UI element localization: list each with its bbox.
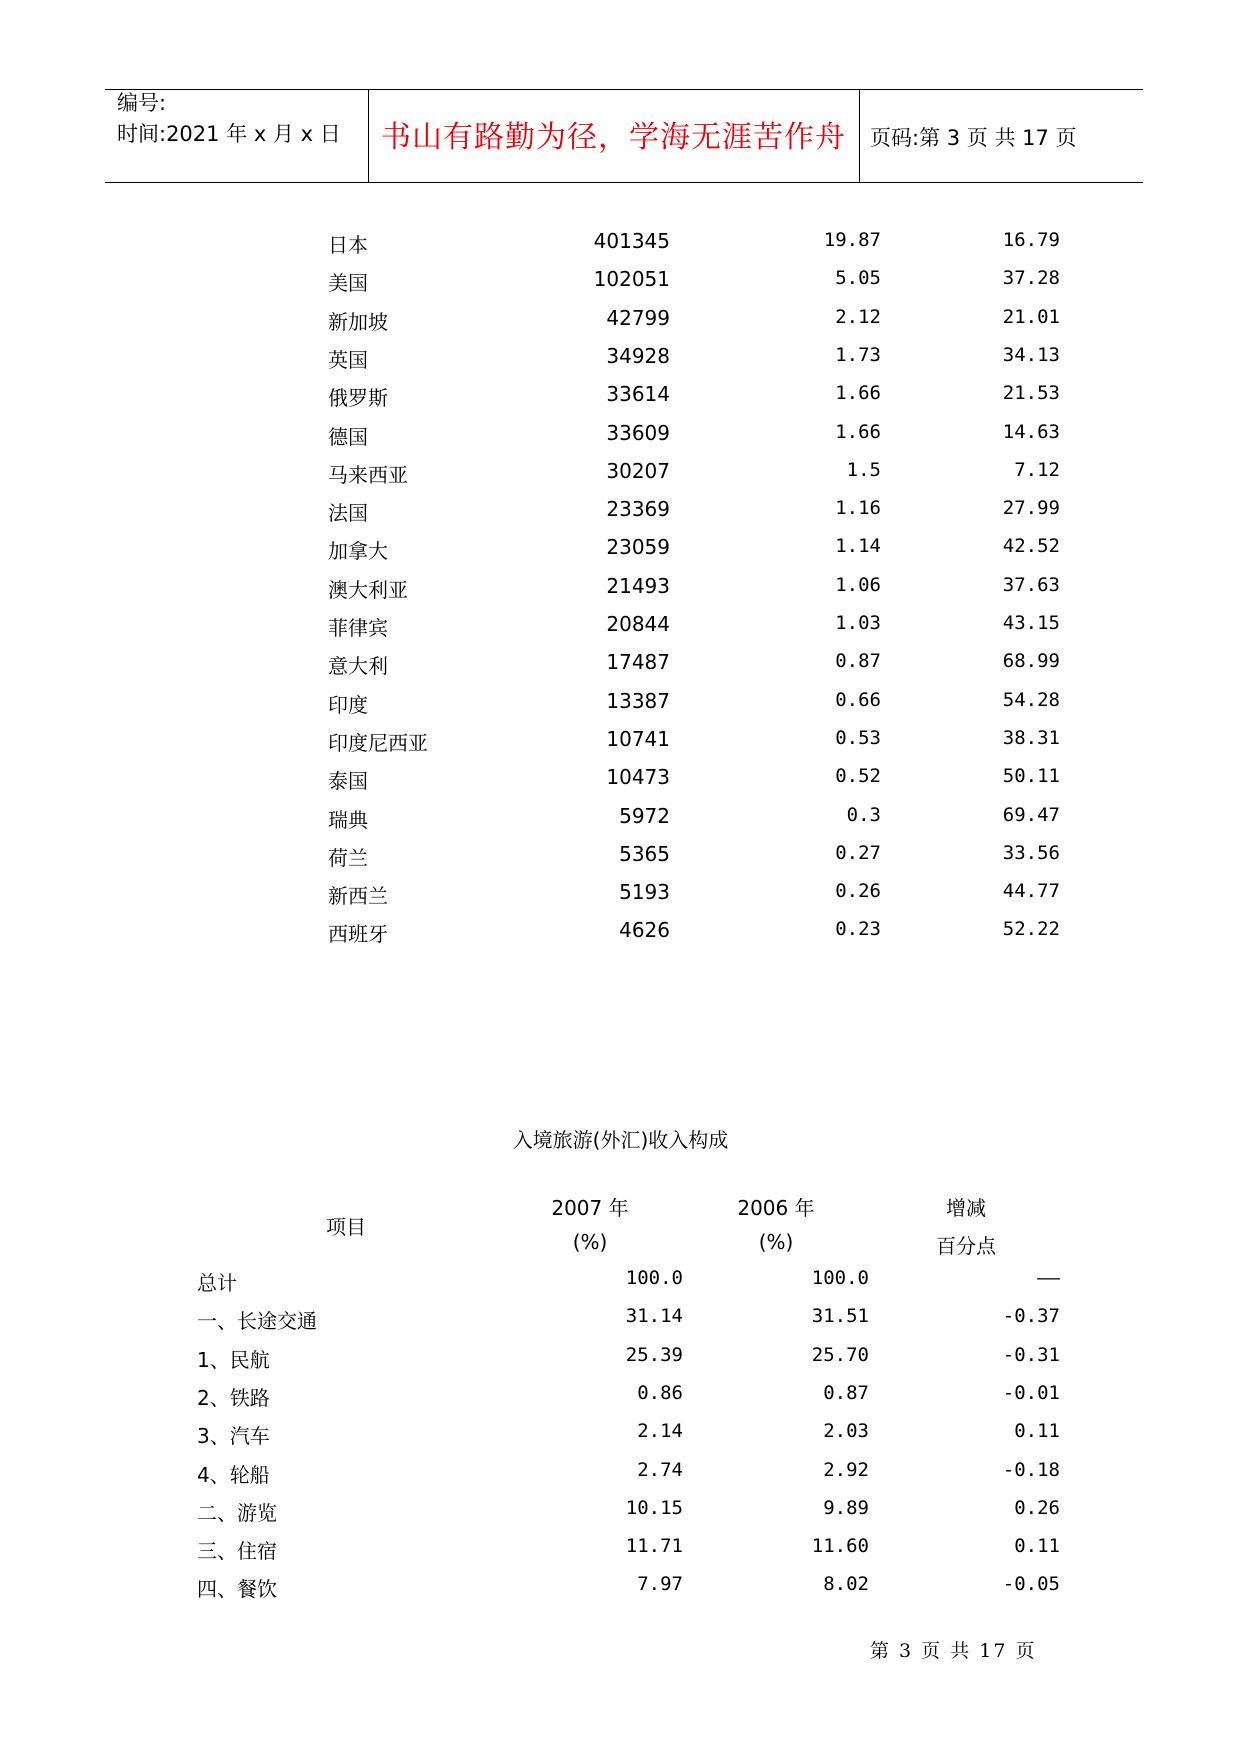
country-name: 英国 bbox=[328, 347, 368, 372]
share-value: 0.27 bbox=[835, 841, 881, 864]
country-name: 德国 bbox=[328, 424, 368, 449]
item-name: 2、铁路 bbox=[197, 1385, 270, 1410]
number-label: 编号: bbox=[117, 91, 167, 115]
visitors-value: 5972 bbox=[619, 803, 670, 828]
country-name: 加拿大 bbox=[328, 539, 388, 564]
growth-value: 37.63 bbox=[1002, 573, 1060, 596]
value-2006: 2.03 bbox=[823, 1420, 869, 1443]
change-value: -0.18 bbox=[1002, 1458, 1060, 1481]
table-row bbox=[0, 842, 1241, 880]
value-2007: 31.14 bbox=[625, 1305, 683, 1328]
header-meta bbox=[117, 88, 341, 150]
header-change: 增减 bbox=[946, 1196, 986, 1220]
time-label: 时间:2021 年 x 月 x 日 bbox=[117, 122, 341, 146]
header-item: 项目 bbox=[326, 1215, 366, 1239]
change-value: -0.01 bbox=[1002, 1381, 1060, 1404]
table-row bbox=[0, 1573, 1241, 1611]
value-2007: 25.39 bbox=[625, 1343, 683, 1366]
table-row bbox=[0, 535, 1241, 573]
country-name: 瑞典 bbox=[328, 807, 368, 832]
table-row bbox=[0, 1420, 1241, 1458]
country-name: 日本 bbox=[328, 233, 368, 257]
header-2007-unit: (%) bbox=[572, 1230, 608, 1254]
footer-page-number: 第 3 页 共 17 页 bbox=[870, 1640, 1037, 1662]
header-page-label: 页码:第 3 页 共 17 页 bbox=[870, 126, 1077, 150]
value-2006: 0.87 bbox=[823, 1381, 869, 1404]
country-name: 美国 bbox=[328, 271, 368, 296]
growth-value: 27.99 bbox=[1002, 497, 1060, 520]
visitors-value: 20844 bbox=[606, 612, 670, 636]
visitors-value: 34928 bbox=[606, 343, 670, 368]
header-2007: 2007 年 bbox=[551, 1196, 629, 1220]
country-name: 新加坡 bbox=[328, 309, 388, 334]
value-2007: 10.15 bbox=[625, 1496, 683, 1519]
share-value: 0.52 bbox=[835, 765, 881, 788]
share-value: 0.26 bbox=[835, 880, 881, 903]
value-2006: 31.51 bbox=[811, 1305, 869, 1328]
table-row bbox=[0, 727, 1241, 765]
growth-value: 21.53 bbox=[1002, 382, 1060, 405]
growth-value: 16.79 bbox=[1002, 229, 1060, 251]
share-value: 1.03 bbox=[835, 612, 881, 634]
share-value: 0.23 bbox=[835, 918, 881, 941]
visitors-value: 33614 bbox=[606, 382, 670, 407]
growth-value: 44.77 bbox=[1002, 880, 1060, 903]
table-row bbox=[0, 1344, 1241, 1382]
table-row bbox=[0, 382, 1241, 420]
value-2006: 11.60 bbox=[811, 1535, 869, 1558]
header-2006-unit: (%) bbox=[758, 1230, 794, 1254]
header-bottom-rule bbox=[105, 182, 1143, 183]
share-value: 19.87 bbox=[823, 229, 881, 251]
table-row bbox=[0, 344, 1241, 382]
change-value: 0.11 bbox=[1014, 1420, 1060, 1443]
share-value: 1.14 bbox=[835, 535, 881, 558]
item-name: 4、轮船 bbox=[197, 1462, 270, 1487]
header-2006: 2006 年 bbox=[737, 1196, 815, 1220]
table-row bbox=[0, 918, 1241, 956]
visitors-value: 42799 bbox=[606, 305, 670, 330]
visitors-value: 401345 bbox=[593, 229, 670, 253]
table-row bbox=[0, 1267, 1241, 1305]
share-value: 0.66 bbox=[835, 688, 881, 711]
share-value: 0.87 bbox=[835, 650, 881, 673]
header-divider-right bbox=[859, 89, 860, 183]
table-row bbox=[0, 497, 1241, 535]
change-value: -0.31 bbox=[1002, 1343, 1060, 1366]
table-row bbox=[0, 459, 1241, 497]
item-name: 四、餐饮 bbox=[197, 1577, 277, 1602]
item-name: 1、民航 bbox=[197, 1347, 270, 1372]
share-value: 1.66 bbox=[835, 382, 881, 405]
growth-value: 21.01 bbox=[1002, 305, 1060, 328]
value-2006: 25.70 bbox=[811, 1343, 869, 1366]
country-name: 俄罗斯 bbox=[328, 386, 388, 411]
value-2007: 11.71 bbox=[625, 1535, 683, 1558]
growth-value: 68.99 bbox=[1002, 650, 1060, 673]
share-value: 1.16 bbox=[835, 497, 881, 520]
visitors-value: 23369 bbox=[606, 497, 670, 522]
visitors-value: 5365 bbox=[619, 841, 670, 866]
country-name: 新西兰 bbox=[328, 884, 388, 909]
country-name: 马来西亚 bbox=[328, 462, 408, 487]
country-name: 荷兰 bbox=[328, 845, 368, 870]
visitors-value: 17487 bbox=[606, 650, 670, 675]
item-name: 总计 bbox=[197, 1271, 237, 1295]
table-row bbox=[0, 229, 1241, 267]
growth-value: 34.13 bbox=[1002, 343, 1060, 366]
table-row bbox=[0, 1305, 1241, 1343]
table-row bbox=[0, 765, 1241, 803]
visitors-value: 23059 bbox=[606, 535, 670, 560]
table-row bbox=[0, 804, 1241, 842]
visitors-value: 5193 bbox=[619, 880, 670, 905]
table-row bbox=[0, 1459, 1241, 1497]
change-value: 0.11 bbox=[1014, 1535, 1060, 1558]
visitors-value: 10741 bbox=[606, 726, 670, 751]
growth-value: 69.47 bbox=[1002, 803, 1060, 826]
visitors-value: 10473 bbox=[606, 765, 670, 790]
visitors-value: 4626 bbox=[619, 918, 670, 943]
visitors-value: 21493 bbox=[606, 573, 670, 598]
table-row bbox=[0, 689, 1241, 727]
value-2006: 2.92 bbox=[823, 1458, 869, 1481]
value-2006: 100.0 bbox=[811, 1267, 869, 1289]
share-value: 1.73 bbox=[835, 343, 881, 366]
income-table-title: 入境旅游(外汇)收入构成 bbox=[512, 1128, 729, 1152]
share-value: 0.53 bbox=[835, 726, 881, 749]
value-2007: 2.14 bbox=[637, 1420, 683, 1443]
share-value: 1.06 bbox=[835, 573, 881, 596]
header-change-unit: 百分点 bbox=[936, 1234, 996, 1258]
country-name: 菲律宾 bbox=[328, 616, 388, 640]
share-value: 1.66 bbox=[835, 420, 881, 443]
table-row bbox=[0, 421, 1241, 459]
table-row bbox=[0, 267, 1241, 305]
country-name: 印度尼西亚 bbox=[328, 730, 428, 755]
table-row bbox=[0, 1535, 1241, 1573]
share-value: 0.3 bbox=[846, 803, 881, 826]
country-name: 印度 bbox=[328, 692, 368, 717]
value-2007: 0.86 bbox=[637, 1381, 683, 1404]
table-row bbox=[0, 1497, 1241, 1535]
share-value: 5.05 bbox=[835, 267, 881, 290]
growth-value: 7.12 bbox=[1014, 458, 1060, 481]
table-row bbox=[0, 574, 1241, 612]
country-name: 澳大利亚 bbox=[328, 577, 408, 602]
change-value: -0.37 bbox=[1002, 1305, 1060, 1328]
growth-value: 33.56 bbox=[1002, 841, 1060, 864]
share-value: 1.5 bbox=[846, 458, 881, 481]
change-value: 0.26 bbox=[1014, 1496, 1060, 1519]
table-row bbox=[0, 306, 1241, 344]
visitors-value: 30207 bbox=[606, 458, 670, 483]
visitors-value: 13387 bbox=[606, 688, 670, 713]
table-row bbox=[0, 1382, 1241, 1420]
table-row bbox=[0, 612, 1241, 650]
item-name: 一、长途交通 bbox=[197, 1309, 317, 1334]
table-row bbox=[0, 880, 1241, 918]
growth-value: 14.63 bbox=[1002, 420, 1060, 443]
item-name: 3、汽车 bbox=[197, 1424, 270, 1449]
growth-value: 50.11 bbox=[1002, 765, 1060, 788]
growth-value: 38.31 bbox=[1002, 726, 1060, 749]
country-name: 西班牙 bbox=[328, 922, 388, 947]
value-2006: 8.02 bbox=[823, 1573, 869, 1596]
growth-value: 52.22 bbox=[1002, 918, 1060, 941]
growth-value: 42.52 bbox=[1002, 535, 1060, 558]
growth-value: 54.28 bbox=[1002, 688, 1060, 711]
growth-value: 37.28 bbox=[1002, 267, 1060, 290]
header-motto: 书山有路勤为径，学海无涯苦作舟 bbox=[381, 120, 846, 155]
share-value: 2.12 bbox=[835, 305, 881, 328]
country-name: 法国 bbox=[328, 501, 368, 526]
value-2007: 100.0 bbox=[625, 1267, 683, 1289]
table-row bbox=[0, 650, 1241, 688]
change-value: -0.05 bbox=[1002, 1573, 1060, 1596]
visitors-value: 33609 bbox=[606, 420, 670, 445]
country-name: 泰国 bbox=[328, 769, 368, 794]
country-name: 意大利 bbox=[328, 654, 388, 679]
value-2006: 9.89 bbox=[823, 1496, 869, 1519]
item-name: 三、住宿 bbox=[197, 1539, 277, 1564]
item-name: 二、游览 bbox=[197, 1500, 277, 1525]
change-value: —— bbox=[1037, 1267, 1060, 1289]
value-2007: 7.97 bbox=[637, 1573, 683, 1596]
growth-value: 43.15 bbox=[1002, 612, 1060, 634]
value-2007: 2.74 bbox=[637, 1458, 683, 1481]
visitors-value: 102051 bbox=[593, 267, 670, 292]
